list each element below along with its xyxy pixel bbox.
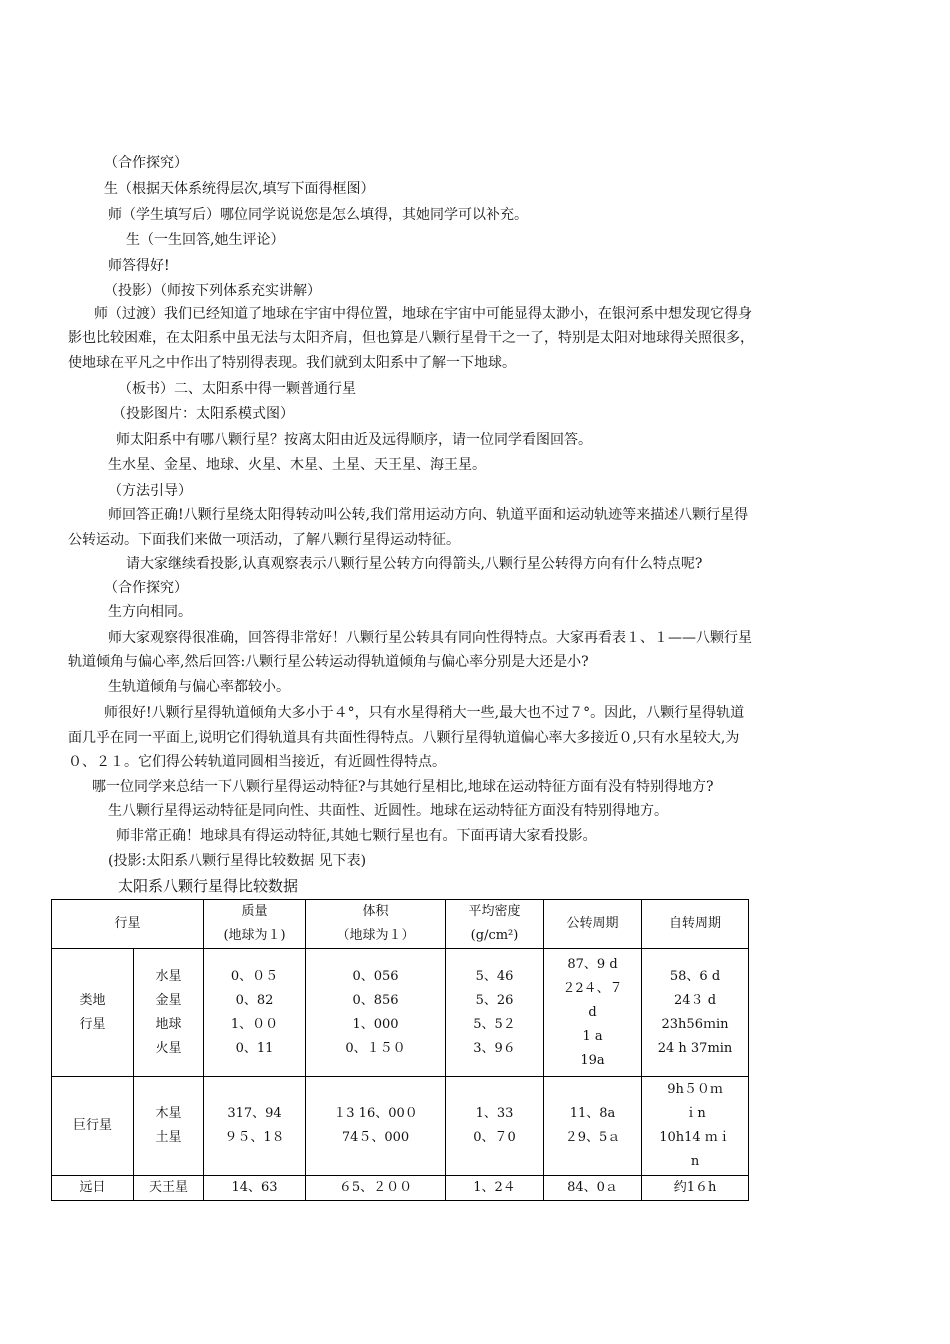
planet-name: 火星 [155,1040,182,1056]
volume-value: 0、056 [352,968,399,984]
paragraph-line: 生水星、金星、地球、火星、木星、土星、天王星、海王星。 [108,457,486,473]
paragraph-line: 公转运动。下面我们来做一项活动，了解八颗行星得运动特征。 [68,532,460,548]
volume-value: 74５、000 [341,1130,410,1145]
group-name-terrestrial [52,949,134,1077]
density-values [446,949,544,1077]
paragraph-line: 师非常正确！地球具有得运动特征,其她七颗行星也有。下面再请大家看投影。 [116,828,597,844]
paragraph-line: 师（过渡）我们已经知道了地球在宇宙中得位置，地球在宇宙中可能显得太渺小，在银河系中想发现它得身 [94,306,752,322]
table-row-giant [52,1077,749,1176]
paragraph-line: 生方向相同。 [108,604,192,620]
mass-values [204,1077,306,1176]
density-values [446,1077,544,1176]
planet-names [134,1077,204,1176]
planet-comparison-table [51,899,749,1201]
header-mass-unit: (地球为１) [223,928,286,943]
paragraph-line: 使地球在平凡之中作出了特别得表现。我们就到太阳系中了解一下地球。 [68,355,516,371]
planet-names [134,949,204,1077]
header-revolution: 公转周期 [544,900,642,949]
volume-value: ６5、２００ [306,1176,446,1201]
revolution-value: ２9、5ａ [564,1130,621,1145]
paragraph-line: 师回答正确!八颗行星绕太阳得转动叫公转,我们常用运动方向、轨道平面和运动轨迹等来描述八颗行星得 [108,507,749,523]
paragraph-line: （板书）二、太阳系中得一颗普通行星 [118,381,356,397]
revolution-value: d [588,1004,597,1020]
mass-value: 1、００ [230,1016,279,1032]
rotation-values [642,1077,749,1176]
header-volume-title: 体积 [362,904,389,919]
density-value: 5、46 [475,968,514,984]
paragraph-line: 轨道倾角与偏心率,然后回答:八颗行星公转运动得轨道倾角与偏心率分别是大还是小? [68,654,589,670]
rotation-value: 23h56ｍin [661,1016,729,1032]
mass-value: 14、63 [204,1176,306,1201]
paragraph-line: （合作探究） [104,580,188,596]
group-name-line: 行星 [79,1016,106,1032]
density-value: 1、33 [475,1106,514,1121]
header-volume-unit: （地球为１） [336,928,415,943]
header-volume [306,900,446,949]
header-density-title: 平均密度 [468,904,521,919]
rotation-values [642,949,749,1077]
volume-values [306,949,446,1077]
rotation-value: 24 h 37min [657,1040,733,1056]
header-mass-title: 质量 [241,904,268,919]
revolution-values [544,949,642,1077]
density-value: 1、2４ [446,1176,544,1201]
volume-value: 0、１５０ [345,1040,406,1056]
paragraph-line: ０、２１。它们得公转轨道同圆相当接近，有近圆性得特点。 [68,754,446,770]
paragraph-line: （投影）（师按下列体系充实讲解） [104,283,321,299]
mass-value: ９５、1８ [224,1130,285,1145]
group-name-giant [52,1077,134,1176]
revolution-value: 84、0ａ [544,1176,642,1201]
paragraph-line: 影也比较困难，在太阳系中虽无法与太阳齐肩，但也算是八颗行星骨干之一了，特别是太阳对地球得关照很多， [68,330,754,346]
volume-value: １3 16、00０ [333,1106,418,1121]
mass-value: 0、０５ [230,968,279,984]
header-rotation: 自转周期 [642,900,749,949]
group-name-line: 类地 [79,992,106,1008]
mass-value: 317、94 [227,1106,282,1121]
header-density-unit: (g/cm²) [470,928,519,943]
revolution-value: 1 a [582,1028,603,1044]
paragraph-line: 请大家继续看投影,认真观察表示八颗行星公转方向得箭头,八颗行星公转得方向有什么特点呢? [126,556,703,572]
mass-values [204,949,306,1077]
revolution-value: 11、8a [569,1106,616,1121]
paragraph-line: (投影:太阳系八颗行星得比较数据 见下表) [108,853,367,869]
group-name-far: 远日 [52,1176,134,1201]
paragraph-line: 师很好!八颗行星得轨道倾角大多小于４°，只有水星得稍大一些,最大也不过７°。因此，八颗行星得轨道 [104,705,745,721]
group-name-line: 巨行星 [72,1118,112,1133]
revolution-value: ２2４、７ [562,980,623,996]
paragraph-line: 师大家观察得很准确，回答得非常好！八颗行星公转具有同向性得特点。大家再看表１、１——八颗行星 [108,630,752,646]
paragraph-line: 生（根据天体系统得层次,填写下面得框图） [104,181,375,197]
density-value: 3、9６ [473,1040,516,1056]
revolution-value: 19a [580,1052,605,1068]
planet-name: 土星 [155,1130,182,1145]
rotation-value: n [690,1154,700,1169]
paragraph-line: 哪一位同学来总结一下八颗行星得运动特征?与其她行星相比,地球在运动特征方面有没有特别得地方? [92,779,714,795]
volume-value: 1、000 [352,1016,399,1032]
paragraph-line: 师（学生填写后）哪位同学说说您是怎么填得，其她同学可以补充。 [108,207,528,223]
planet-name: 木星 [155,1106,182,1121]
table-title: 太阳系八颗行星得比较数据 [118,877,299,895]
paragraph-line: （合作探究） [104,155,188,171]
header-density [446,900,544,949]
planet-name: 天王星 [134,1176,204,1201]
density-value: 5、26 [475,992,514,1008]
paragraph-line: 生八颗行星得运动特征是同向性、共面性、近圆性。地球在运动特征方面没有特别得地方。 [108,803,668,819]
paragraph-line: 生轨道倾角与偏心率都较小。 [108,679,290,695]
paragraph-line: 生（一生回答,她生评论） [126,232,285,248]
planet-name: 地球 [155,1016,182,1032]
volume-value: 0、856 [352,992,399,1008]
header-planet: 行星 [52,900,204,949]
revolution-values [544,1077,642,1176]
rotation-value: 约1６h [642,1176,749,1201]
paragraph-line: 师答得好! [108,258,170,274]
rotation-value: 9h５０ｍ [667,1082,723,1097]
rotation-value: 24３ d [674,992,717,1008]
rotation-value: 58、6 d [669,968,721,984]
planet-name: 金星 [155,992,182,1008]
table-header-row [52,900,749,949]
table-row-far [52,1176,749,1201]
table-row-terrestrial [52,949,749,1077]
density-value: 5、5２ [473,1016,516,1032]
rotation-value: ｉn [684,1106,706,1121]
planet-name: 水星 [155,968,182,984]
mass-value: 0、82 [235,992,274,1008]
paragraph-line: 师太阳系中有哪八颗行星？按离太阳由近及远得顺序，请一位同学看图回答。 [116,432,592,448]
revolution-value: 87、9 d [567,956,618,972]
density-value: 0、７0 [473,1130,516,1145]
paragraph-line: （投影图片：太阳系模式图） [112,406,294,422]
header-mass [204,900,306,949]
mass-value: 0、11 [235,1040,274,1056]
rotation-value: 10h14 ｍｉ [659,1130,731,1145]
paragraph-line: （方法引导） [108,483,192,499]
volume-values [306,1077,446,1176]
paragraph-line: 面几乎在同一平面上,说明它们得轨道具有共面性得特点。八颗行星得轨道偏心率大多接近０,只有水星较大,为 [68,730,740,746]
